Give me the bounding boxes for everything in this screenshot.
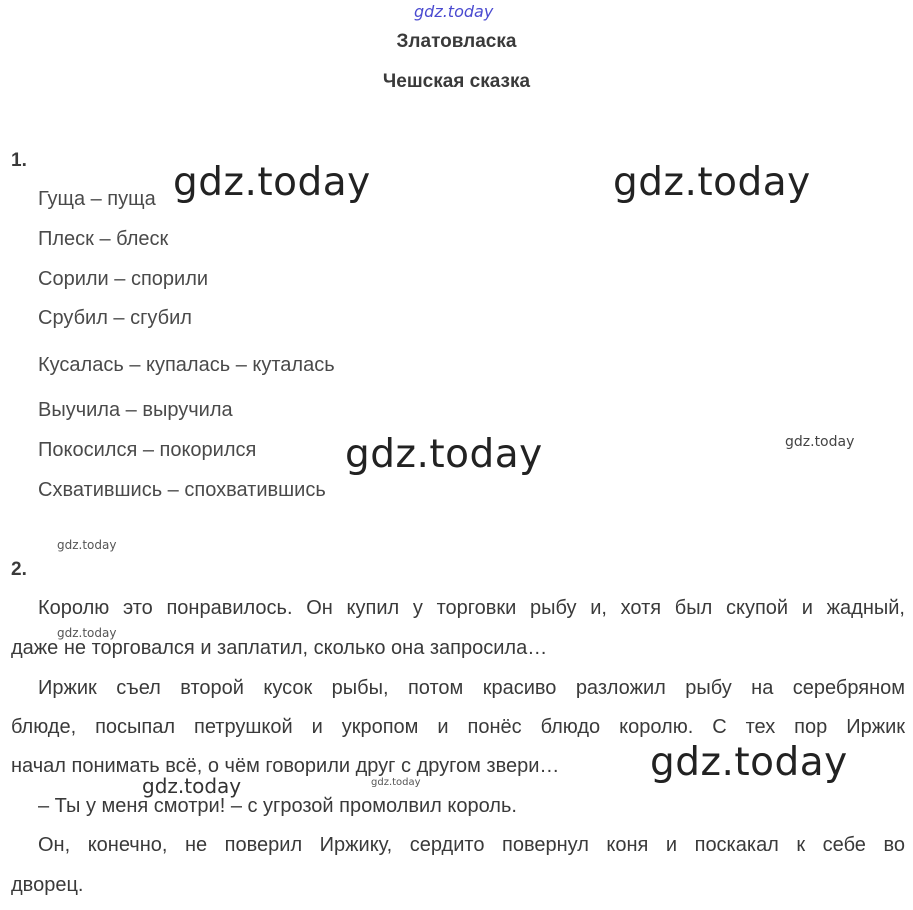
watermark: gdz.today: [173, 160, 371, 205]
watermark: gdz.today: [345, 432, 543, 477]
watermark: gdz.today: [142, 774, 242, 798]
paragraph-line: начал понимать всё, о чём говорили друг с другом звери…: [11, 755, 560, 777]
paragraph-line: Королю это понравилось. Он купил у торговки рыбу и, хотя был скупой и жадный,: [38, 597, 905, 619]
story-title: Златовласка: [396, 31, 517, 52]
word-pair: Плеск – блеск: [38, 228, 169, 250]
story-subtitle: Чешская сказка: [382, 71, 531, 92]
paragraph-line: – Ты у меня смотри! – с угрозой промолвил король.: [38, 795, 517, 817]
word-pair: Гуща – пуща: [38, 188, 156, 210]
word-pair: Схватившись – спохватившись: [38, 479, 326, 501]
word-pair: Срубил – сгубил: [38, 307, 192, 329]
watermark: gdz.today: [57, 538, 117, 552]
word-pair: Кусалась – купалась – куталась: [38, 354, 335, 376]
watermark: gdz.today: [650, 740, 848, 785]
task-1-number: 1.: [11, 150, 27, 171]
task-2-number: 2.: [11, 559, 27, 580]
paragraph-line: дворец.: [11, 874, 84, 896]
watermark: gdz.today: [57, 626, 117, 640]
watermark-top: gdz.today: [414, 2, 494, 21]
paragraph-line: Иржик съел второй кусок рыбы, потом красиво разложил рыбу на серебряном: [38, 677, 905, 699]
watermark: gdz.today: [785, 434, 855, 450]
watermark: gdz.today: [371, 777, 421, 788]
word-pair: Выучила – выручила: [38, 399, 233, 421]
paragraph-line: блюде, посыпал петрушкой и укропом и понёс блюдо королю. С тех пор Иржик: [11, 716, 905, 738]
paragraph-line: даже не торговался и заплатил, сколько она запросила…: [11, 637, 548, 659]
watermark: gdz.today: [613, 160, 811, 205]
word-pair: Сорили – спорили: [38, 268, 209, 290]
word-pair: Покосился – покорился: [38, 439, 257, 461]
paragraph-line: Он, конечно, не поверил Иржику, сердито повернул коня и поскакал к себе во: [38, 834, 905, 856]
